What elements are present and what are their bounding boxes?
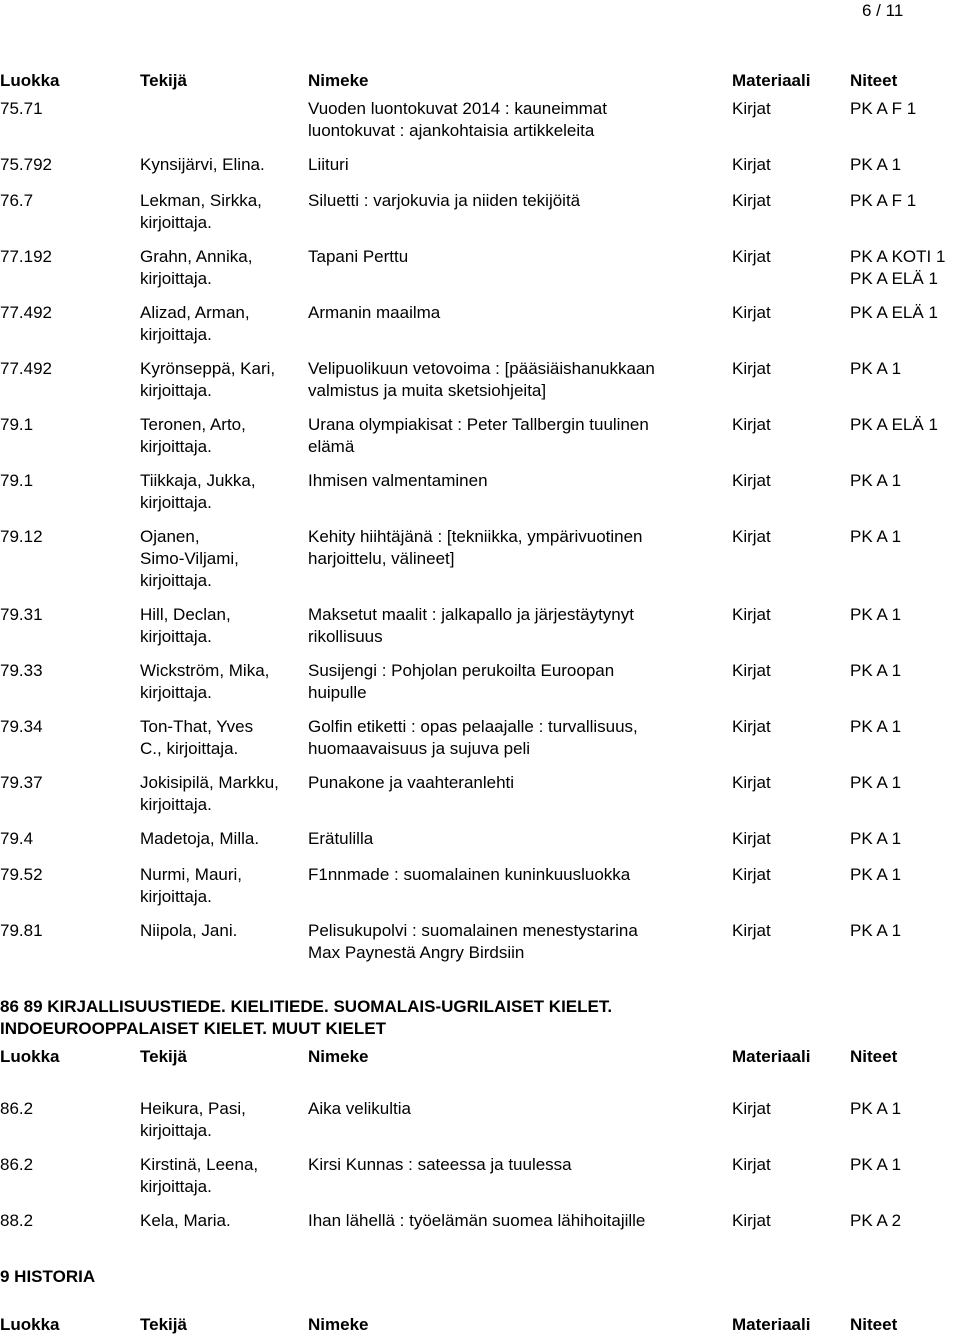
cell-nimeke-line: huomaavaisuus ja sujuva peli [308,739,531,758]
cell-niteet [850,246,960,290]
cell-niteet-line: PK A 1 [850,1099,902,1118]
header-niteet: Niteet [850,71,898,90]
cell-nimeke [308,864,728,886]
cell-materiaali: Kirjat [732,661,771,680]
cell-nimeke-line: F1nnmade : suomalainen kuninkuusluokka [308,865,631,884]
cell-luokka: 79.81 [0,921,43,940]
cell-niteet-line: PK A 1 [850,717,902,736]
cell-nimeke-line: Kehity hiihtäjänä : [tekniikka, ympärivuotinen [308,527,643,546]
cell-tekija-line: Grahn, Annika, [140,247,253,266]
cell-niteet [850,470,960,492]
cell-niteet-line: PK A 1 [850,155,902,174]
cell-luokka: 79.52 [0,865,43,884]
cell-niteet [850,1154,960,1176]
cell-materiaali: Kirjat [732,471,771,490]
cell-tekija-line: kirjoittaja. [140,1121,212,1140]
cell-niteet-line: PK A F 1 [850,191,917,210]
cell-niteet [850,660,960,682]
cell-nimeke-line: Pelisukupolvi : suomalainen menestystarina [308,921,638,940]
cell-niteet-line: PK A ELÄ 1 [850,269,938,288]
cell-luokka: 79.4 [0,829,34,848]
cell-nimeke-line: Velipuolikuun vetovoima : [pääsiäishanukkaan [308,359,655,378]
cell-nimeke-line: Max Paynestä Angry Birdsiin [308,943,525,962]
cell-materiaali: Kirjat [732,303,771,322]
cell-niteet [850,864,960,886]
cell-tekija-line: Nurmi, Mauri, [140,865,243,884]
cell-materiaali: Kirjat [732,1211,771,1230]
header-tekija: Tekijä [140,1047,187,1066]
cell-tekija-line: Ojanen, [140,527,200,546]
cell-nimeke-line: Erätulilla [308,829,374,848]
header-materiaali: Materiaali [732,71,811,90]
section-title [0,996,960,1040]
cell-tekija-line: kirjoittaja. [140,795,212,814]
cell-luokka: 79.37 [0,773,43,792]
cell-tekija-line: Wickström, Mika, [140,661,270,680]
cell-luokka: 75.792 [0,155,52,174]
cell-luokka: 79.12 [0,527,43,546]
section-title-line: 9 HISTORIA [0,1267,96,1286]
cell-niteet-line: PK A 1 [850,773,902,792]
cell-niteet-line: PK A 1 [850,471,902,490]
cell-tekija-line: kirjoittaja. [140,325,212,344]
cell-tekija-line: Alizad, Arman, [140,303,250,322]
cell-materiaali: Kirjat [732,191,771,210]
cell-niteet [850,302,960,324]
cell-niteet-line: PK A KOTI 1 [850,247,946,266]
cell-niteet [850,772,960,794]
header-niteet: Niteet [850,1315,898,1334]
cell-tekija [140,414,308,458]
cell-tekija [140,772,308,816]
section-title [0,1266,960,1288]
cell-tekija-line: kirjoittaja. [140,1177,212,1196]
cell-luokka: 77.492 [0,303,52,322]
cell-nimeke [308,660,728,704]
header-niteet: Niteet [850,1047,898,1066]
cell-luokka: 86.2 [0,1099,34,1118]
cell-luokka: 86.2 [0,1155,34,1174]
header-luokka: Luokka [0,71,60,90]
cell-niteet [850,920,960,942]
cell-materiaali: Kirjat [732,921,771,940]
cell-tekija [140,1210,308,1232]
cell-nimeke-line: Liituri [308,155,349,174]
cell-tekija [140,604,308,648]
cell-niteet-line: PK A 1 [850,605,902,624]
cell-tekija-line: kirjoittaja. [140,683,212,702]
cell-materiaali: Kirjat [732,1155,771,1174]
cell-nimeke-line: Vuoden luontokuvat 2014 : kauneimmat [308,99,607,118]
cell-niteet [850,1098,960,1120]
cell-nimeke-line: elämä [308,437,355,456]
cell-niteet [850,1210,960,1232]
cell-tekija-line: Tiikkaja, Jukka, [140,471,256,490]
cell-nimeke [308,1154,728,1176]
cell-niteet-line: PK A ELÄ 1 [850,415,938,434]
cell-nimeke [308,772,728,794]
cell-niteet-line: PK A 1 [850,527,902,546]
cell-nimeke [308,604,728,648]
cell-luokka: 79.34 [0,717,43,736]
cell-niteet [850,358,960,380]
cell-materiaali: Kirjat [732,865,771,884]
cell-nimeke-line: valmistus ja muita sketsiohjeita] [308,381,547,400]
cell-nimeke-line: Susijengi : Pohjolan perukoilta Euroopan [308,661,615,680]
cell-nimeke-line: rikollisuus [308,627,383,646]
cell-tekija-line: Jokisipilä, Markku, [140,773,279,792]
cell-materiaali: Kirjat [732,717,771,736]
cell-nimeke-line: Aika velikultia [308,1099,411,1118]
cell-niteet [850,190,960,212]
cell-tekija [140,246,308,290]
header-materiaali: Materiaali [732,1047,811,1066]
header-tekija: Tekijä [140,71,187,90]
cell-tekija-line: Teronen, Arto, [140,415,246,434]
cell-nimeke [308,98,728,142]
section-title-line: 86 89 KIRJALLISUUSTIEDE. KIELITIEDE. SUOMALAIS-UGRILAISET KIELET. [0,997,613,1016]
cell-luokka: 79.1 [0,471,34,490]
cell-tekija-line: kirjoittaja. [140,381,212,400]
page-number: 6 / 11 [862,1,904,20]
header-nimeke: Nimeke [308,1315,369,1334]
cell-luokka: 76.7 [0,191,34,210]
cell-nimeke [308,716,728,760]
cell-niteet [850,526,960,548]
cell-materiaali: Kirjat [732,155,771,174]
cell-niteet-line: PK A 1 [850,921,902,940]
cell-luokka: 79.31 [0,605,43,624]
cell-tekija [140,190,308,234]
cell-nimeke-line: Kirsi Kunnas : sateessa ja tuulessa [308,1155,572,1174]
cell-tekija [140,358,308,402]
cell-tekija-line: Niipola, Jani. [140,921,238,940]
header-luokka: Luokka [0,1047,60,1066]
cell-luokka: 79.33 [0,661,43,680]
cell-materiaali: Kirjat [732,605,771,624]
cell-niteet [850,414,960,436]
cell-niteet-line: PK A F 1 [850,99,917,118]
cell-tekija [140,470,308,514]
cell-nimeke-line: huipulle [308,683,367,702]
cell-niteet-line: PK A 1 [850,829,902,848]
cell-tekija-line: Kirstinä, Leena, [140,1155,259,1174]
cell-nimeke [308,828,728,850]
header-nimeke: Nimeke [308,71,369,90]
cell-tekija-line: Kynsijärvi, Elina. [140,155,265,174]
cell-tekija [140,920,308,942]
cell-tekija [140,716,308,760]
cell-tekija [140,1154,308,1198]
cell-materiaali: Kirjat [732,829,771,848]
header-nimeke: Nimeke [308,1047,369,1066]
cell-tekija-line: kirjoittaja. [140,213,212,232]
header-materiaali: Materiaali [732,1315,811,1334]
cell-materiaali: Kirjat [732,415,771,434]
cell-tekija-line: kirjoittaja. [140,571,212,590]
section-title-line: INDOEUROOPPALAISET KIELET. MUUT KIELET [0,1019,386,1038]
cell-nimeke-line: harjoittelu, välineet] [308,549,455,568]
cell-tekija [140,154,308,176]
cell-tekija-line: kirjoittaja. [140,627,212,646]
cell-nimeke [308,154,728,176]
cell-tekija-line: kirjoittaja. [140,269,212,288]
cell-nimeke-line: Urana olympiakisat : Peter Tallbergin tuulinen [308,415,649,434]
cell-nimeke-line: Ihan lähellä : työelämän suomea lähihoitajille [308,1211,646,1230]
cell-niteet-line: PK A 1 [850,1155,902,1174]
cell-tekija [140,1098,308,1142]
cell-nimeke-line: Punakone ja vaahteranlehti [308,773,515,792]
cell-nimeke-line: Ihmisen valmentaminen [308,471,488,490]
cell-nimeke [308,246,728,268]
cell-tekija-line: Madetoja, Milla. [140,829,260,848]
cell-niteet [850,98,960,120]
cell-nimeke-line: Siluetti : varjokuvia ja niiden tekijöitä [308,191,581,210]
cell-niteet [850,154,960,176]
cell-tekija [140,864,308,908]
cell-nimeke [308,1098,728,1120]
cell-tekija-line: Ton-That, Yves [140,717,254,736]
cell-tekija-line: C., kirjoittaja. [140,739,239,758]
cell-nimeke [308,190,728,212]
cell-nimeke [308,1210,728,1232]
cell-tekija-line: Hill, Declan, [140,605,231,624]
cell-niteet [850,716,960,738]
cell-materiaali: Kirjat [732,99,771,118]
cell-nimeke-line: luontokuvat : ajankohtaisia artikkeleita [308,121,595,140]
cell-nimeke-line: Maksetut maalit : jalkapallo ja järjestäytynyt [308,605,634,624]
cell-tekija-line: Lekman, Sirkka, [140,191,262,210]
cell-tekija [140,660,308,704]
cell-nimeke [308,414,728,458]
cell-tekija-line: Kela, Maria. [140,1211,231,1230]
cell-tekija-line: Heikura, Pasi, [140,1099,246,1118]
cell-tekija [140,828,308,850]
cell-luokka: 79.1 [0,415,34,434]
cell-tekija [140,302,308,346]
cell-materiaali: Kirjat [732,247,771,266]
cell-nimeke-line: Armanin maailma [308,303,441,322]
cell-niteet [850,828,960,850]
cell-nimeke [308,526,728,570]
cell-nimeke [308,470,728,492]
cell-niteet-line: PK A 1 [850,359,902,378]
cell-materiaali: Kirjat [732,773,771,792]
cell-luokka: 77.492 [0,359,52,378]
cell-materiaali: Kirjat [732,527,771,546]
cell-tekija [140,526,308,592]
cell-niteet-line: PK A 1 [850,865,902,884]
cell-nimeke-line: Tapani Perttu [308,247,409,266]
cell-luokka: 75.71 [0,99,43,118]
cell-tekija-line: kirjoittaja. [140,437,212,456]
cell-materiaali: Kirjat [732,1099,771,1118]
cell-tekija-line: Simo-Viljami, [140,549,239,568]
header-tekija: Tekijä [140,1315,187,1334]
header-luokka: Luokka [0,1315,60,1334]
cell-tekija-line: Kyrönseppä, Kari, [140,359,276,378]
cell-luokka: 77.192 [0,247,52,266]
cell-nimeke [308,302,728,324]
cell-niteet-line: PK A 2 [850,1211,902,1230]
cell-tekija-line: kirjoittaja. [140,887,212,906]
cell-niteet-line: PK A ELÄ 1 [850,303,938,322]
cell-materiaali: Kirjat [732,359,771,378]
cell-tekija-line: kirjoittaja. [140,493,212,512]
cell-niteet-line: PK A 1 [850,661,902,680]
cell-niteet [850,604,960,626]
cell-nimeke-line: Golfin etiketti : opas pelaajalle : turvallisuus, [308,717,638,736]
cell-nimeke [308,358,728,402]
cell-luokka: 88.2 [0,1211,34,1230]
cell-nimeke [308,920,728,964]
